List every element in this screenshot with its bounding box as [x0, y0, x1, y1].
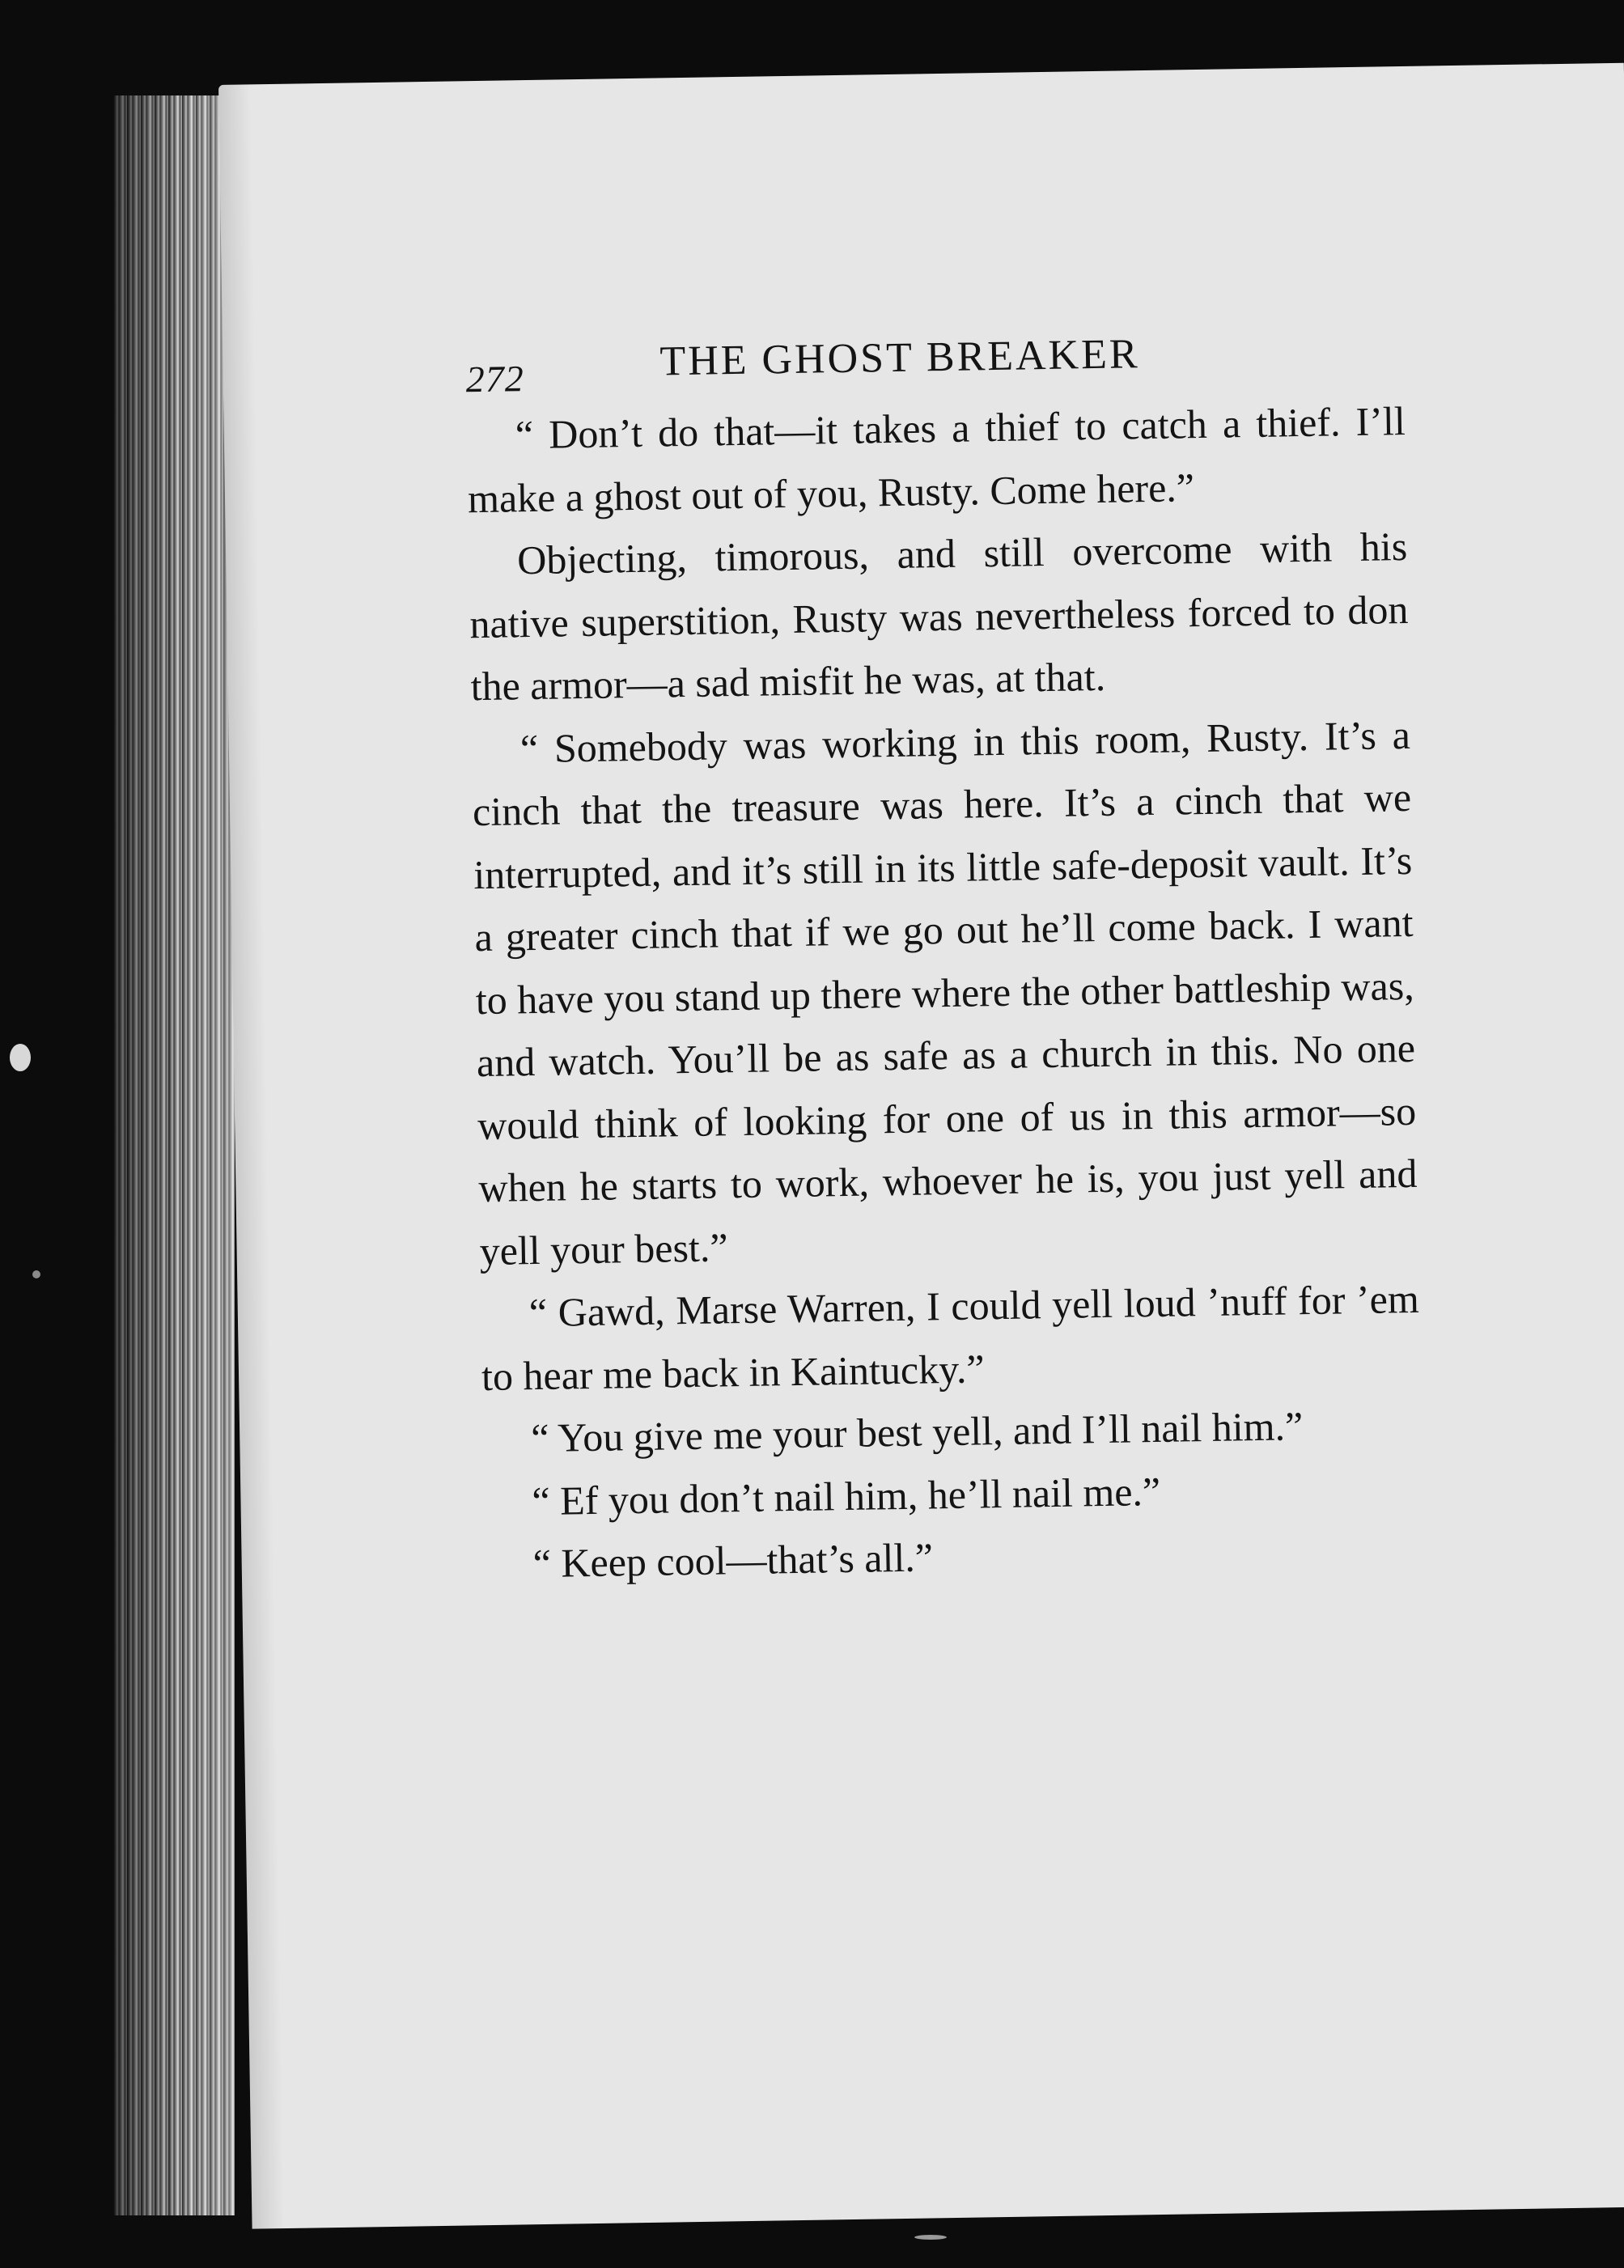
paragraph: “ Keep cool—that’s all.” — [532, 1534, 934, 1587]
paragraph: Objecting, timorous, and still overcome with his native superstition, Rusty was nevertheless forced to don the armor—a sad misfit he was, at that. — [469, 523, 1409, 710]
paragraph: “ Don’t do that—it takes a thief to catch a thief. I’ll make a ghost out of you, Rusty. Come here.” — [467, 398, 1406, 521]
scan-speck — [32, 1270, 40, 1278]
paragraph: “ Gawd, Marse Warren, I could yell loud ’nuff for ’em to hear me back in Kaintucky.” — [481, 1275, 1420, 1399]
running-head — [465, 309, 1405, 405]
paragraph: “ You give me your best yell, and I’ll nail him.” — [530, 1403, 1304, 1461]
paragraph: “ Somebody was working in this room, Rusty. It’s a cinch that the treasure was here. It’s a cinch that we interrupted, and it’s still in its little safe-deposit vault. It’s a greater cinch that if we go out he’ll come back. I want to have you stand up there where the other battleship was, and watch. You’ll be as safe as a church in this. No one would think of looking for one of us in this armor—so when he starts to work, whoever he is, you just yell and yell your best.” — [472, 711, 1418, 1274]
page-edge-leaves — [113, 95, 235, 2215]
paragraph: “ Ef you don’t nail him, he’ll nail me.” — [532, 1468, 1161, 1524]
running-title: THE GHOST BREAKER — [659, 331, 1140, 385]
scan-speck — [914, 2235, 947, 2240]
book-page — [218, 63, 1624, 2229]
page-text-block — [465, 309, 1424, 1596]
scan-speck — [10, 1044, 31, 1071]
page-number: 272 — [465, 358, 525, 401]
